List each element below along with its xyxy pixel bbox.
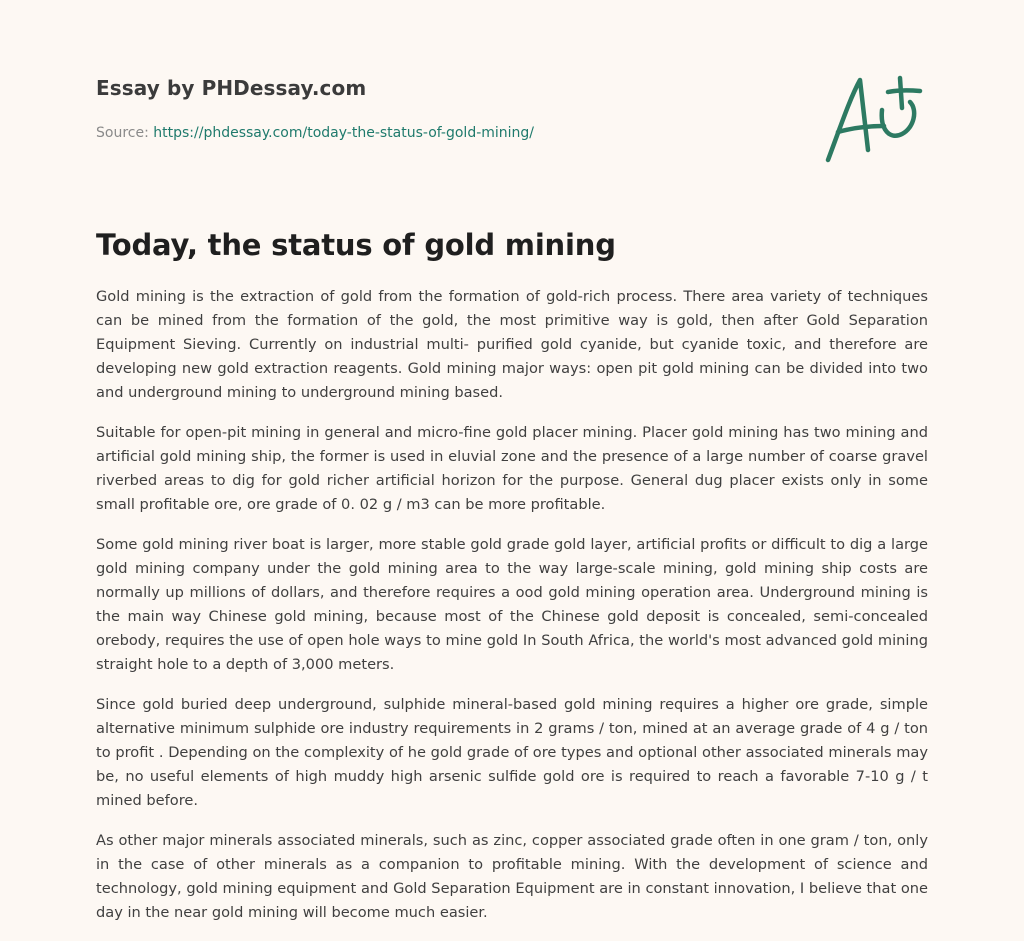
- source-line: [96, 125, 534, 141]
- brand-title: Essay by PHDessay.com: [96, 76, 367, 100]
- paragraph: Some gold mining river boat is larger, more stable gold grade gold layer, artificial profits or difficult to dig a large gold mining company under the gold mining area to the way large-scale mining, gold mining ship costs are normally up millions of dollars, and therefore requires a ood gold mining operation area. Underground mining is the main way Chinese gold mining, because most of the Chinese gold deposit is concealed, semi-concealed orebody, requires the use of open hole ways to mine gold In South Africa, the world's most advanced gold mining straight hole to a depth of 3,000 meters.: [96, 536, 928, 673]
- essay-title: Today, the status of gold mining: [96, 228, 616, 262]
- header: [96, 76, 928, 186]
- paragraph: Since gold buried deep underground, sulphide mineral-based gold mining requires a higher ore grade, simple alternative minimum sulphide ore industry requirements in 2 grams / ton, mined at an average grade of 4 g / ton to profit . Depending on the complexity of he gold grade of ore types and optional other associated minerals may be, no useful elements of high muddy high arsenic sulfide gold ore is required to reach a favorable 7-10 g / t mined before.: [96, 696, 928, 809]
- essay-body: [96, 285, 928, 941]
- source-link[interactable]: https://phdessay.com/today-the-status-of-gold-mining/: [153, 125, 535, 141]
- paragraph: Gold mining is the extraction of gold from the formation of gold-rich process. There area variety of techniques can be mined from the formation of the gold, the most primitive way is gold, then after Gold Separation Equipment Sieving. Currently on industrial multi- purified gold cyanide, but cyanide toxic, and therefore are developing new gold extraction reagents. Gold mining major ways: open pit gold mining can be divided into two and underground mining to underground mining based.: [96, 288, 928, 401]
- paragraph: Suitable for open-pit mining in general and micro-fine gold placer mining. Placer gold mining has two mining and artificial gold mining ship, the former is used in eluvial zone and the presence of a large number of coarse gravel riverbed areas to dig for gold richer artificial horizon for the purpose. General dug placer exists only in some small profitable ore, ore grade of 0. 02 g / m3 can be more profitable.: [96, 424, 928, 513]
- a-plus-logo-icon: [818, 68, 928, 168]
- paragraph: As other major minerals associated minerals, such as zinc, copper associated grade often in one gram / ton, only in the case of other minerals as a companion to profitable mining. With the development of science and technology, gold mining equipment and Gold Separation Equipment are in constant innovation, I believe that one day in the near gold mining will become much easier.: [96, 832, 928, 921]
- source-label: Source:: [96, 125, 154, 141]
